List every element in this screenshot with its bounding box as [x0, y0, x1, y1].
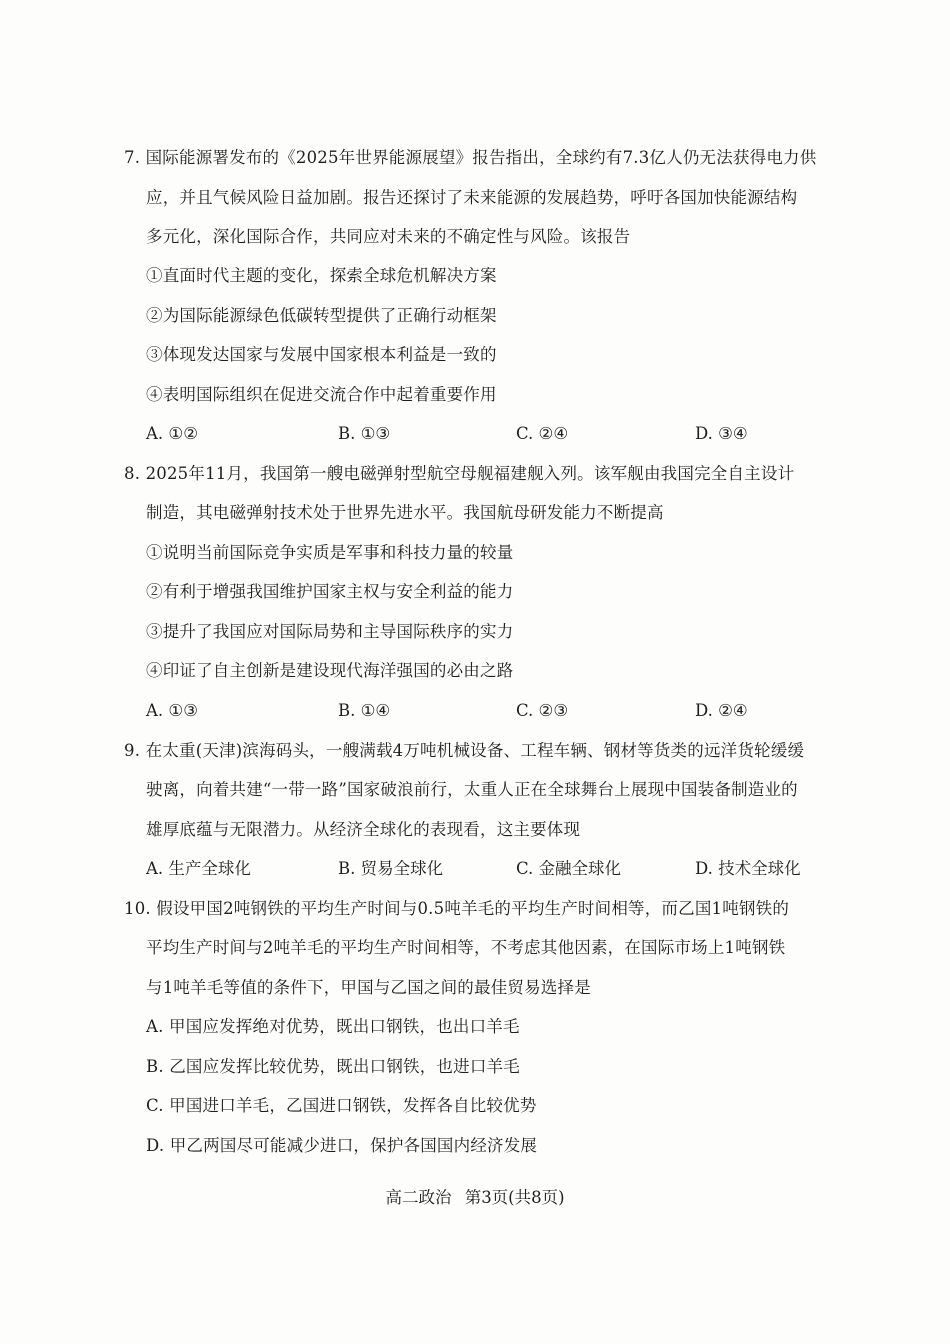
q7-stem-line-2: 应，并且气候风险日益加剧。报告还探讨了未来能源的发展趋势，呼吁各国加快能源结构	[146, 188, 798, 207]
q8-option-c: C. ②③	[516, 701, 569, 720]
q7-option-c: C. ②④	[516, 424, 569, 443]
q7-item-1: ①直面时代主题的变化，探索全球危机解决方案	[146, 266, 497, 285]
footer-subject: 高二政治	[385, 1188, 452, 1207]
q8-item-2: ②有利于增强我国维护国家主权与安全利益的能力	[146, 582, 514, 601]
q7-option-d: D. ③④	[695, 424, 748, 443]
q10-option-d: D. 甲乙两国尽可能减少进口，保护各国国内经济发展	[146, 1136, 538, 1155]
q7-item-3: ③体现发达国家与发展中国家根本利益是一致的	[146, 345, 497, 364]
q9-stem-line-1: 9. 在太重(天津)滨海码头，一艘满载4万吨机械设备、工程车辆、钢材等货类的远洋货轮缓缓	[124, 741, 805, 760]
q8-option-b: B. ①④	[338, 701, 391, 720]
q8-stem-line-1: 8. 2025年11月，我国第一艘电磁弹射型航空母舰福建舰入列。该军舰由我国完全自主设计	[124, 464, 795, 483]
q9-option-b: B. 贸易全球化	[338, 859, 444, 878]
q7-stem-line-1: 7. 国际能源署发布的《2025年世界能源展望》报告指出，全球约有7.3亿人仍无法获得电力供	[124, 148, 817, 167]
q7-stem-line-3: 多元化，深化国际合作，共同应对未来的不确定性与风险。该报告	[146, 227, 631, 246]
q10-option-b: B. 乙国应发挥比较优势，既出口钢铁，也进口羊毛	[146, 1057, 520, 1076]
footer-page-number: 第3页(共8页)	[464, 1188, 565, 1207]
q10-stem-line-1: 10. 假设甲国2吨钢铁的平均生产时间与0.5吨羊毛的平均生产时间相等，而乙国1吨钢铁的	[124, 899, 790, 918]
q9-option-a: A. 生产全球化	[146, 859, 251, 878]
q8-stem-line-2: 制造，其电磁弹射技术处于世界先进水平。我国航母研发能力不断提高	[146, 503, 664, 522]
q7-item-2: ②为国际能源绿色低碳转型提供了正确行动框架	[146, 306, 497, 325]
q9-stem-line-3: 雄厚底蕴与无限潜力。从经济全球化的表现看，这主要体现	[146, 820, 581, 839]
q10-stem-line-2: 平均生产时间与2吨羊毛的平均生产时间相等，不考虑其他因素，在国际市场上1吨钢铁	[146, 938, 786, 957]
page-footer	[0, 1186, 950, 1210]
q7-item-4: ④表明国际组织在促进交流合作中起着重要作用	[146, 385, 497, 404]
q8-item-4: ④印证了自主创新是建设现代海洋强国的必由之路	[146, 661, 514, 680]
q8-option-d: D. ②④	[695, 701, 748, 720]
q8-item-3: ③提升了我国应对国际局势和主导国际秩序的实力	[146, 622, 514, 641]
q10-option-c: C. 甲国进口羊毛，乙国进口钢铁，发挥各自比较优势	[146, 1096, 537, 1115]
q10-option-a: A. 甲国应发挥绝对优势，既出口钢铁，也出口羊毛	[146, 1017, 520, 1036]
q10-stem-line-3: 与1吨羊毛等值的条件下，甲国与乙国之间的最佳贸易选择是	[146, 978, 591, 997]
q7-option-a: A. ①②	[146, 424, 198, 443]
q9-option-c: C. 金融全球化	[516, 859, 622, 878]
q9-stem-line-2: 驶离，向着共建“一带一路”国家破浪前行，太重人正在全球舞台上展现中国装备制造业的	[146, 780, 798, 799]
q9-option-d: D. 技术全球化	[695, 859, 801, 878]
q8-item-1: ①说明当前国际竞争实质是军事和科技力量的较量	[146, 543, 514, 562]
q8-option-a: A. ①③	[146, 701, 198, 720]
q7-option-b: B. ①③	[338, 424, 391, 443]
